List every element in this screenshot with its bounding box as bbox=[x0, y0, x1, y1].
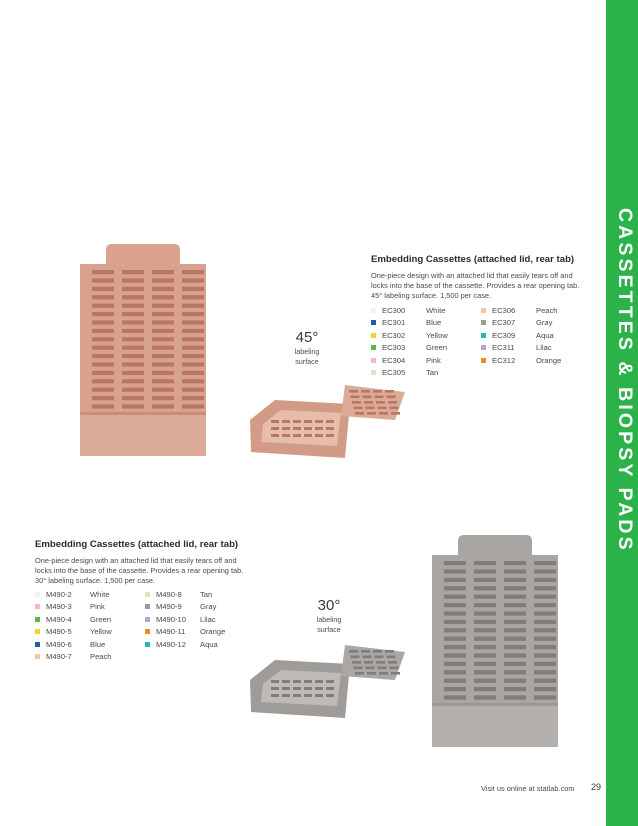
variant-code: EC312 bbox=[492, 355, 516, 365]
variant-item-ec312 bbox=[481, 356, 561, 365]
variant-code: EC300 bbox=[382, 306, 406, 315]
variant-code: M490-4 bbox=[46, 614, 72, 624]
variant-item-ec304 bbox=[371, 356, 441, 365]
variant-item-m490-3 bbox=[35, 602, 105, 611]
section-side-tab bbox=[606, 0, 638, 826]
cassette-image-peach-upright bbox=[78, 244, 208, 456]
variant-item-ec305 bbox=[371, 368, 438, 377]
color-swatch bbox=[481, 320, 486, 325]
variant-code: M490-10 bbox=[156, 614, 186, 624]
variant-color-name: Aqua bbox=[536, 330, 554, 340]
product-description: One-piece design with an attached lid that easily tears off and locks into the base of the cassette. Provides a rear opening tab. 45° labeling surface. 1,500 per case. bbox=[371, 271, 580, 301]
variant-item-ec311 bbox=[481, 343, 552, 352]
variant-code: EC301 bbox=[382, 318, 406, 328]
variant-color-name: Lilac bbox=[536, 343, 552, 353]
variant-item-ec307 bbox=[481, 318, 552, 327]
color-swatch bbox=[371, 308, 376, 313]
variant-list-ec300 bbox=[371, 306, 591, 376]
product-ec300-series bbox=[371, 254, 589, 302]
variant-code: M490-5 bbox=[46, 627, 72, 637]
variant-list-m490 bbox=[35, 590, 255, 665]
variant-color-name: Gray bbox=[536, 318, 553, 328]
variant-item-m490-12 bbox=[145, 640, 218, 649]
product-title: Embedding Cassettes (attached lid, rear tab) bbox=[35, 539, 239, 550]
variant-code: EC307 bbox=[492, 318, 516, 328]
variant-color-name: Pink bbox=[426, 355, 441, 365]
variant-item-m490-2 bbox=[35, 590, 109, 599]
product-description: One-piece design with an attached lid that easily tears off and locks into the base of the cassette. Provides a rear opening tab. 30° labeling surface. 1,500 per case. bbox=[35, 556, 244, 586]
variant-color-name: Orange bbox=[200, 627, 226, 637]
variant-item-m490-4 bbox=[35, 615, 111, 624]
color-swatch bbox=[35, 604, 40, 609]
color-swatch bbox=[145, 629, 150, 634]
color-swatch bbox=[145, 617, 150, 622]
color-swatch bbox=[145, 592, 150, 597]
variant-color-name: Blue bbox=[426, 318, 442, 328]
angle-label: labeling surface bbox=[294, 347, 320, 366]
variant-color-name: Gray bbox=[200, 602, 217, 612]
color-swatch bbox=[35, 629, 40, 634]
variant-code: EC303 bbox=[382, 343, 406, 353]
color-swatch bbox=[371, 370, 376, 375]
variant-item-ec302 bbox=[371, 331, 448, 340]
variant-code: M490-9 bbox=[156, 602, 182, 612]
page-number: 29 bbox=[591, 782, 602, 792]
color-swatch bbox=[371, 358, 376, 363]
variant-color-name: Yellow bbox=[90, 627, 112, 637]
variant-code: M490-6 bbox=[46, 639, 72, 649]
angle-value: 45° bbox=[295, 329, 319, 346]
color-swatch bbox=[371, 333, 376, 338]
color-swatch bbox=[35, 592, 40, 597]
variant-code: M490-8 bbox=[156, 590, 182, 599]
variant-code: EC311 bbox=[492, 343, 515, 353]
color-swatch bbox=[481, 358, 486, 363]
variant-item-m490-9 bbox=[145, 602, 216, 611]
angle-value: 30° bbox=[317, 597, 341, 614]
variant-color-name: Aqua bbox=[200, 639, 218, 649]
color-swatch bbox=[35, 617, 40, 622]
variant-code: EC304 bbox=[382, 355, 406, 365]
variant-color-name: Tan bbox=[200, 590, 213, 599]
angle-label: labeling surface bbox=[316, 615, 342, 634]
variant-color-name: Pink bbox=[90, 602, 105, 612]
color-swatch bbox=[35, 654, 40, 659]
variant-item-m490-6 bbox=[35, 640, 105, 649]
variant-color-name: Green bbox=[426, 343, 448, 353]
color-swatch bbox=[481, 333, 486, 338]
variant-color-name: Peach bbox=[536, 306, 558, 315]
variant-code: M490-2 bbox=[46, 590, 72, 599]
cassette-image-gray-open bbox=[245, 640, 415, 722]
cassette-image-gray-upright bbox=[430, 535, 560, 747]
variant-code: M490-3 bbox=[46, 602, 72, 612]
color-swatch bbox=[35, 642, 40, 647]
variant-item-m490-11 bbox=[145, 627, 225, 636]
variant-color-name: Yellow bbox=[426, 330, 448, 340]
variant-code: EC302 bbox=[382, 330, 406, 340]
variant-color-name: Blue bbox=[90, 639, 106, 649]
variant-color-name: White bbox=[426, 306, 446, 315]
variant-color-name: Tan bbox=[426, 368, 439, 377]
color-swatch bbox=[145, 642, 150, 647]
variant-code: EC306 bbox=[492, 306, 516, 315]
color-swatch bbox=[481, 345, 486, 350]
section-title: CASSETTES & BIOPSY PADS bbox=[614, 208, 636, 553]
variant-item-m490-7 bbox=[35, 652, 112, 661]
variant-item-ec301 bbox=[371, 318, 441, 327]
variant-color-name: Orange bbox=[536, 355, 562, 365]
variant-item-ec309 bbox=[481, 331, 554, 340]
variant-code: M490-12 bbox=[156, 639, 186, 649]
variant-item-ec300 bbox=[371, 306, 445, 315]
variant-code: M490-11 bbox=[156, 627, 186, 637]
variant-color-name: White bbox=[90, 590, 110, 599]
variant-item-m490-8 bbox=[145, 590, 212, 599]
variant-color-name: Lilac bbox=[200, 614, 216, 624]
cassette-image-peach-open bbox=[245, 380, 415, 462]
footer-website: Visit us online at statlab.com bbox=[481, 784, 575, 793]
variant-item-ec303 bbox=[371, 343, 447, 352]
variant-color-name: Peach bbox=[90, 652, 112, 661]
color-swatch bbox=[481, 308, 486, 313]
variant-code: M490-7 bbox=[46, 652, 72, 661]
angle-callout-45 bbox=[282, 329, 332, 367]
product-title: Embedding Cassettes (attached lid, rear tab) bbox=[371, 254, 575, 265]
angle-callout-30 bbox=[304, 597, 354, 635]
variant-color-name: Green bbox=[90, 614, 112, 624]
variant-code: EC309 bbox=[492, 330, 516, 340]
variant-item-m490-5 bbox=[35, 627, 112, 636]
product-m490-series bbox=[35, 539, 245, 587]
color-swatch bbox=[371, 345, 376, 350]
variant-item-m490-10 bbox=[145, 615, 216, 624]
color-swatch bbox=[145, 604, 150, 609]
variant-code: EC305 bbox=[382, 368, 406, 377]
color-swatch bbox=[371, 320, 376, 325]
variant-item-ec306 bbox=[481, 306, 558, 315]
